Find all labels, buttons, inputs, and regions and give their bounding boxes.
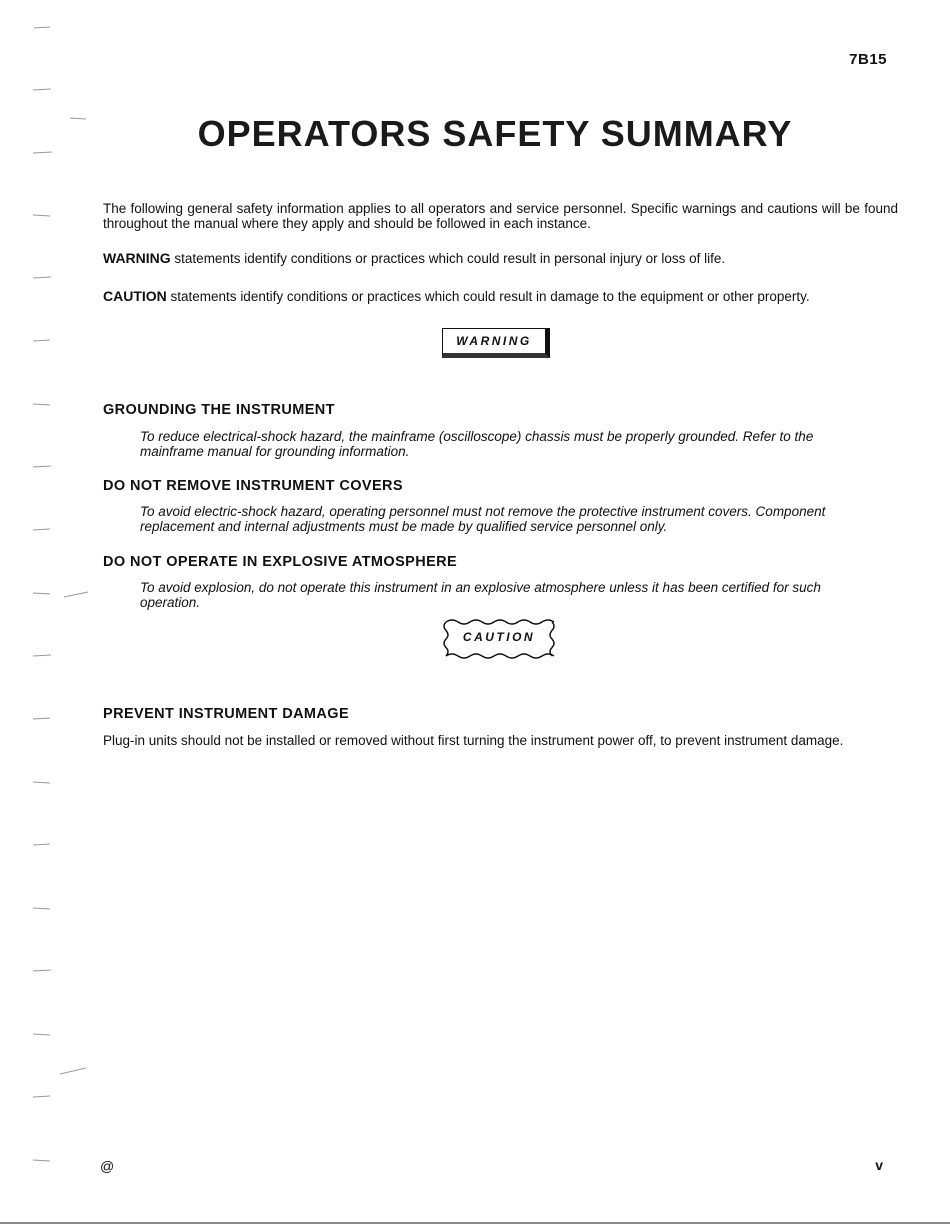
- page-number: v: [875, 1157, 883, 1173]
- section-text-covers: To avoid electric-shock hazard, operating personnel must not remove the protective instrument covers. Component replacement and internal adjustments must be made by qualified service personnel only.: [140, 504, 826, 534]
- intro-paragraph: The following general safety information applies to all operators and service personnel. Specific warnings and cautions will be found throughout the manual where they apply and should be followed in each instance.: [103, 201, 898, 231]
- section-heading-damage: PREVENT INSTRUMENT DAMAGE: [103, 706, 350, 722]
- section-heading-explosive: DO NOT OPERATE IN EXPLOSIVE ATMOSPHERE: [103, 554, 458, 570]
- caution-statement: [103, 289, 898, 304]
- section-text-explosive: To avoid explosion, do not operate this instrument in an explosive atmosphere unless it has been certified for such operation.: [140, 580, 821, 610]
- model-number: 7B15: [849, 51, 887, 68]
- section-text-grounding: To reduce electrical-shock hazard, the mainframe (oscilloscope) chassis must be properly grounded. Refer to the mainframe manual for grounding information.: [140, 429, 814, 459]
- caution-box: [440, 617, 558, 661]
- caution-statement-text: statements identify conditions or practices which could result in damage to the equipment or other property.: [166, 289, 810, 304]
- caution-box-label: CAUTION: [462, 630, 536, 644]
- warning-statement-text: statements identify conditions or practices which could result in personal injury or loss of life.: [170, 251, 726, 266]
- footer-symbol: @: [100, 1158, 115, 1174]
- section-heading-grounding: GROUNDING THE INSTRUMENT: [103, 402, 335, 418]
- warning-box: WARNING: [442, 328, 550, 358]
- caution-statement-label: CAUTION: [103, 288, 167, 304]
- section-heading-covers: DO NOT REMOVE INSTRUMENT COVERS: [103, 478, 403, 494]
- bottom-edge-line: [0, 1222, 950, 1224]
- page-title: OPERATORS SAFETY SUMMARY: [197, 113, 793, 154]
- binder-margin-marks: [0, 0, 100, 1229]
- warning-statement: [103, 251, 898, 266]
- warning-statement-label: WARNING: [103, 250, 171, 266]
- section-text-damage: Plug-in units should not be installed or removed without first turning the instrument power off, to prevent instrument damage.: [103, 733, 844, 748]
